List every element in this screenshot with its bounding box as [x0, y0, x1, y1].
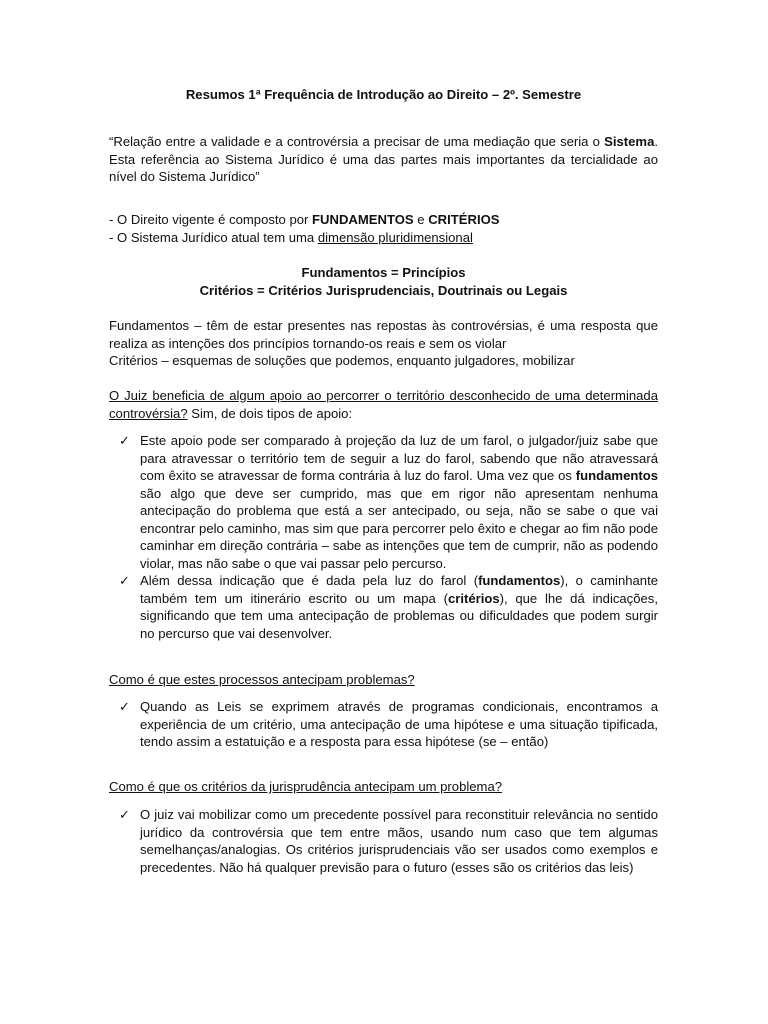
explanation: [109, 317, 658, 370]
dash-item-sistema: - O Sistema Jurídico atual tem uma dimensão pluridimensional: [109, 229, 473, 245]
quote-bold-sistema: Sistema: [604, 134, 655, 149]
list-item: ✓ O juiz vai mobilizar como um precedente possível para reconstituir relevância no sentido jurídico da controvérsia que tem entre mãos, usando num caso que tem algumas semelhanças/analogias. Os critérios jurisprudenciais vão ser usados como exemplos e precedentes. Não há qualquer previsão para o futuro (esses são os critérios das leis): [119, 807, 658, 875]
explanation-fundamentos: Fundamentos – têm de estar presentes nas repostas às controvérsias, é uma resposta que realiza as intenções dos princípios tornando-os reais e sem os violar: [109, 318, 658, 351]
check-icon: ✓: [119, 807, 130, 822]
section2-heading: Como é que estes processos antecipam problemas?: [109, 672, 415, 687]
explanation-criterios: Critérios – esquemas de soluções que podemos, enquanto julgadores, mobilizar: [109, 353, 575, 368]
list-item: ✓ Quando as Leis se exprimem através de programas condicionais, encontramos a experiência de um critério, uma antecipação de uma hipótese e uma situação tipificada, tendo assim a estatuição e a resposta para essa hipótese (se – então): [119, 699, 658, 749]
dash-item-direito: - O Direito vigente é composto por FUNDAMENTOS e CRITÉRIOS: [109, 212, 500, 227]
check-icon: ✓: [119, 433, 130, 448]
list-item: ✓ Além dessa indicação que é dada pela luz do farol (fundamentos), o caminhante também tem um itinerário escrito ou um mapa (critérios), que lhe dá indicações, significando que tem uma antecipação de problemas ou dificuldades que podem surgir no percurso que vai desenvolver.: [119, 573, 659, 641]
definition-criterios: Critérios = Critérios Jurisprudenciais, Doutrinais ou Legais: [199, 282, 568, 298]
definitions: [109, 264, 658, 299]
check-icon: ✓: [119, 573, 130, 588]
section3-heading: Como é que os critérios da jurisprudência antecipam um problema?: [109, 779, 503, 794]
section2-list: [109, 698, 658, 751]
check-icon: ✓: [119, 699, 130, 714]
definition-fundamentos: Fundamentos = Princípios: [301, 265, 466, 280]
section3-list: [109, 806, 658, 876]
section1-heading: O Juiz beneficia de algum apoio ao percorrer o território desconhecido de uma determinada controvérsia? Sim, de dois tipos de apoio:: [109, 388, 658, 421]
document-title: Resumos 1ª Frequência de Introdução ao Direito – 2º. Semestre: [185, 87, 582, 102]
dash-list: [109, 211, 658, 246]
list-item: ✓ Este apoio pode ser comparado à projeção da luz de um farol, o julgador/juiz sabe que para atravessar o território tem de seguir a luz do farol, sabendo que não atravessará com êxito se atravessar de forma contrária à luz do farol. Uma vez que os fundamentos são algo que deve ser cumprido, mas que em rigor não apresentam nenhuma antecipação do problema que está a ser antecipado, ou seja, não se sabe o que vai encontrar pelo caminho, mas sim que para percorrer pelo êxito e chegar ao fim não pode caminhar em direção contrária – sabe as intenções que tem de cumprir, não as podendo violar, mas não sabe o que vai passar pelo percurso.: [119, 433, 658, 571]
intro-quote: “Relação entre a validade e a controvérsia a precisar de uma mediação que seria o Sistema. Esta referência ao Sistema Jurídico é uma das partes mais importantes da tercialidade ao nível do Sistema Jurídico”: [109, 134, 658, 184]
section1-list: [109, 432, 658, 642]
section1-question: O Juiz beneficia de algum apoio ao percorrer o território desconhecido de uma determinada controvérsia?: [109, 388, 658, 421]
